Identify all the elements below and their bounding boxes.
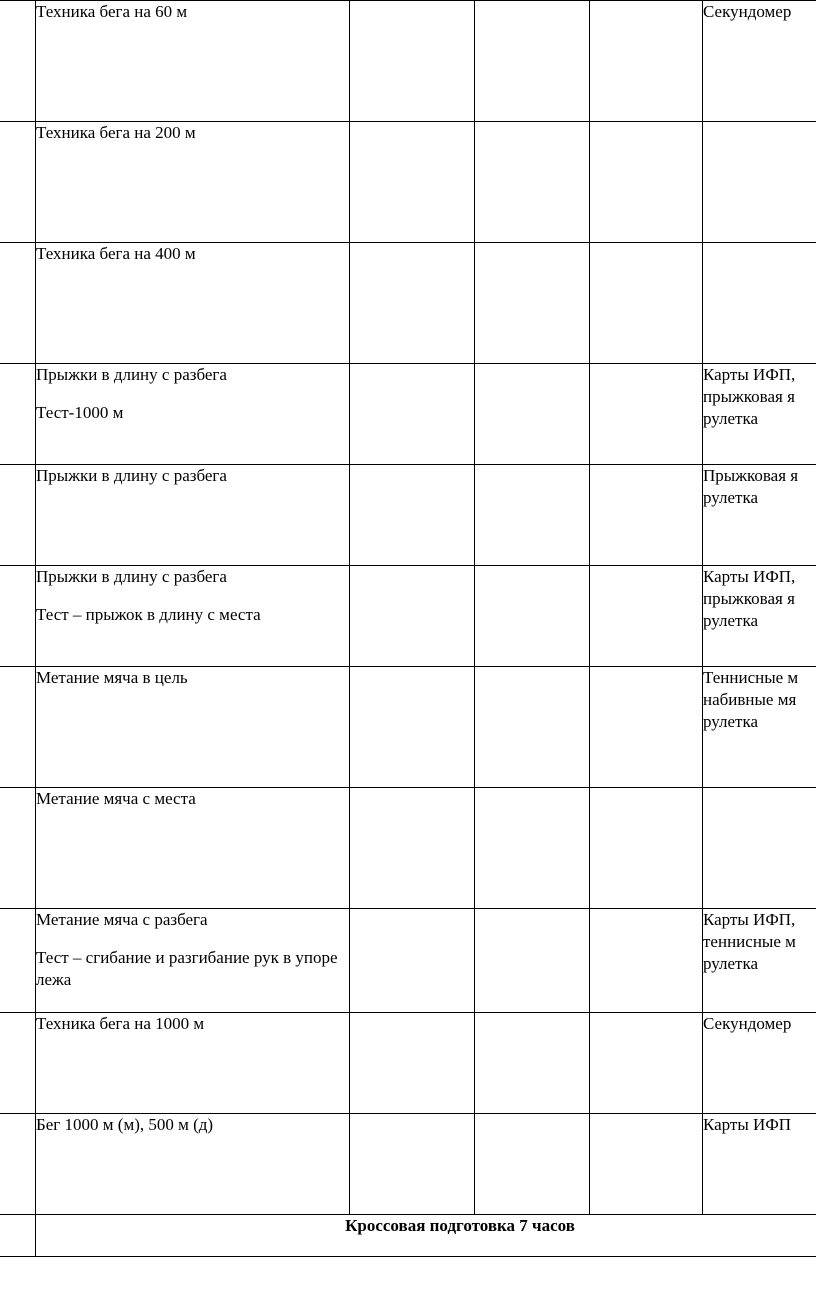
control-cell	[590, 566, 703, 667]
hours-cell	[350, 1114, 475, 1215]
hours-cell	[350, 667, 475, 788]
lesson-topic-cell	[36, 122, 350, 243]
table-row	[0, 1114, 816, 1215]
control-cell	[590, 1114, 703, 1215]
equipment-cell	[703, 364, 816, 465]
equipment-text: Карты ИФП,	[703, 567, 796, 586]
lesson-topic-text: Бег 1000 м (м), 500 м (д)	[36, 1115, 214, 1134]
equipment-text: теннисные м	[703, 932, 796, 952]
table-row	[0, 243, 816, 364]
lesson-topic-cell	[36, 667, 350, 788]
date-cell	[475, 465, 590, 566]
equipment-text: Прыжковая я	[703, 466, 799, 485]
table-row	[0, 1, 816, 122]
lesson-number-cell	[0, 122, 36, 243]
lesson-number-cell	[0, 1013, 36, 1114]
equipment-text: Карты ИФП	[703, 1115, 792, 1134]
table-row	[0, 465, 816, 566]
lesson-topic-text: Техника бега на 1000 м	[36, 1014, 205, 1033]
equipment-text: рулетка	[703, 611, 759, 631]
date-cell	[475, 364, 590, 465]
hours-cell	[350, 465, 475, 566]
control-cell	[590, 788, 703, 909]
control-cell	[590, 1, 703, 122]
control-cell	[590, 909, 703, 1013]
equipment-text: рулетка	[703, 954, 759, 974]
control-cell	[590, 122, 703, 243]
equipment-cell	[703, 1114, 816, 1215]
hours-cell	[350, 788, 475, 909]
equipment-cell	[703, 465, 816, 566]
lesson-number-cell	[0, 909, 36, 1013]
date-cell	[475, 788, 590, 909]
lesson-number-cell	[0, 243, 36, 364]
hours-cell	[350, 364, 475, 465]
equipment-cell	[703, 566, 816, 667]
lesson-number-cell	[0, 1114, 36, 1215]
lesson-topic-text: Прыжки в длину с разбега	[36, 567, 227, 586]
lesson-number-cell	[0, 1215, 36, 1257]
lesson-topic-text: Прыжки в длину с разбега	[36, 365, 227, 384]
equipment-text: набивные мя	[703, 690, 797, 710]
hours-cell	[350, 243, 475, 364]
table-row	[0, 1013, 816, 1114]
date-cell	[475, 1013, 590, 1114]
lesson-topic-text: Тест – сгибание и разгибание рук в упоре лежа	[36, 948, 338, 990]
section-title: Кроссовая подготовка 7 часов	[36, 1215, 816, 1257]
control-cell	[590, 1013, 703, 1114]
lesson-topic-text: Тест-1000 м	[36, 403, 124, 423]
equipment-text: рулетка	[703, 712, 759, 732]
section-row	[0, 1215, 816, 1257]
hours-cell	[350, 909, 475, 1013]
lesson-number-cell	[0, 364, 36, 465]
equipment-cell	[703, 1, 816, 122]
equipment-text: Карты ИФП,	[703, 910, 796, 929]
equipment-text: Карты ИФП,	[703, 365, 796, 384]
equipment-cell	[703, 788, 816, 909]
lesson-number-cell	[0, 1, 36, 122]
table-row	[0, 566, 816, 667]
lesson-number-cell	[0, 566, 36, 667]
equipment-text: рулетка	[703, 488, 759, 508]
table-row	[0, 788, 816, 909]
lesson-number-cell	[0, 667, 36, 788]
equipment-text: Секундомер	[703, 1014, 792, 1033]
equipment-text: Теннисные м	[703, 668, 799, 687]
lesson-topic-text: Техника бега на 200 м	[36, 123, 196, 142]
lesson-topic-text: Метание мяча в цель	[36, 668, 188, 687]
control-cell	[590, 667, 703, 788]
lesson-topic-cell	[36, 788, 350, 909]
lesson-topic-cell	[36, 1, 350, 122]
lesson-plan-body	[0, 1, 816, 1257]
date-cell	[475, 122, 590, 243]
hours-cell	[350, 566, 475, 667]
lesson-topic-text: Прыжки в длину с разбега	[36, 466, 227, 485]
equipment-cell	[703, 243, 816, 364]
control-cell	[590, 364, 703, 465]
equipment-text: прыжковая я	[703, 589, 795, 609]
hours-cell	[350, 122, 475, 243]
lesson-topic-cell	[36, 1114, 350, 1215]
hours-cell	[350, 1013, 475, 1114]
date-cell	[475, 909, 590, 1013]
equipment-text: Секундомер	[703, 2, 792, 21]
lesson-number-cell	[0, 788, 36, 909]
equipment-cell	[703, 122, 816, 243]
lesson-topic-text: Метание мяча с места	[36, 789, 196, 808]
date-cell	[475, 667, 590, 788]
lesson-topic-cell	[36, 909, 350, 1013]
control-cell	[590, 465, 703, 566]
lesson-topic-text: Техника бега на 400 м	[36, 244, 196, 263]
equipment-cell	[703, 667, 816, 788]
equipment-cell	[703, 909, 816, 1013]
equipment-text: прыжковая я	[703, 387, 795, 407]
equipment-text: рулетка	[703, 409, 759, 429]
lesson-topic-cell	[36, 364, 350, 465]
table-row	[0, 909, 816, 1013]
date-cell	[475, 243, 590, 364]
table-row	[0, 364, 816, 465]
lesson-topic-cell	[36, 1013, 350, 1114]
date-cell	[475, 566, 590, 667]
date-cell	[475, 1, 590, 122]
lesson-topic-cell	[36, 243, 350, 364]
hours-cell	[350, 1, 475, 122]
equipment-cell	[703, 1013, 816, 1114]
table-row	[0, 667, 816, 788]
lesson-topic-text: Тест – прыжок в длину с места	[36, 605, 261, 625]
date-cell	[475, 1114, 590, 1215]
lesson-topic-text: Техника бега на 60 м	[36, 2, 188, 21]
table-row	[0, 122, 816, 243]
lesson-topic-cell	[36, 566, 350, 667]
control-cell	[590, 243, 703, 364]
lesson-number-cell	[0, 465, 36, 566]
lesson-topic-cell	[36, 465, 350, 566]
lesson-topic-text: Метание мяча с разбега	[36, 910, 208, 929]
